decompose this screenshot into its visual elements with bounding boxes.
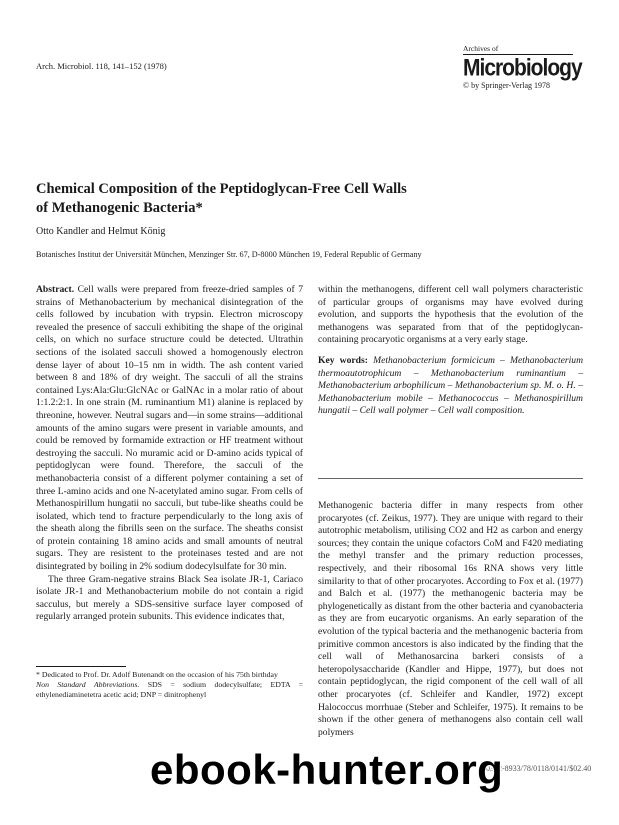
title-line-1: Chemical Composition of the Peptidoglycan-Free Cell Walls [36, 181, 407, 197]
keywords [318, 355, 583, 418]
abstract-text-1: Cell walls were prepared from freeze-dried samples of 7 strains of Methanobacterium by mechanical disintegration of the cells followed by incubation with trypsin. Electron microscopy revealed the presence of sacculi exhibiting the shape of the original cells, on which no surface structure could be detected. Ultrathin sections of the isolated sacculi showed a homogenously electron dense layer of about 10–15 nm in width. The ash content varied between 8 and 18% of dry weight. The sacculi of all the strains contained Lys:Ala:Glu:GlcNAc or GalNAc in a molar ratio of about 1:1.2:2:1. In one strain (M. ruminantium M1) alanine is replaced by threonine, however. Neutral sugars and—in some strains—additional amounts of the amino sugars were present in variable amounts, and could be removed by formamide extraction or HF treatment without destroying the sacculi. No muramic acid or D-amino acids typical of peptidoglycan were found. Therefore, the sacculi of the methanobacteria consist of a different polymer containing a set of three L-amino acids and one N-acetylated amino sugar. From cells of Methanospirillum hungatii no sacculi, but tube-like sheaths could be isolated, which tend to fracture perpendicularly to the long axis of the sheath along the fibrills seen on the surface. The sheaths consist of protein containing 18 amino acids and small amounts of neutral sugars. They are resistent to the proteinases tested and are not disintegrated by boiling in 2% sodium dodecylsulfate for 30 min. [36, 284, 303, 573]
abstract-paragraph-2: The three Gram-negative strains Black Sea isolate JR-1, Cariaco isolate JR-1 and Methanobacterium mobile do not contain a rigid sacculus, but merely a SDS-sensitive surface layer composed of regularly arranged protein subunits. This evidence indicates that, [36, 573, 303, 623]
abstract-column [36, 284, 303, 624]
title-line-2: of Methanogenic Bacteria* [36, 200, 203, 216]
section-divider [318, 478, 583, 479]
article-title [36, 180, 476, 218]
abstract-label: Abstract. [36, 284, 75, 295]
journal-logo-subtitle: Archives of [463, 44, 573, 55]
keywords-label: Key words: [318, 354, 368, 366]
footnote-abbreviations [36, 680, 303, 700]
footnote-divider [36, 666, 126, 667]
keywords-text: Methanobacterium formicicum – Methanobacterium thermoautotrophicum – Methanobacterium ruminantium – Methanobacterium arbophilicum – Methanobacterium sp. M. o. H. – Methanobacterium mobile – Methanococcus – Methanospirillum hungatii – Cell wall polymer – Cell wall composition. [318, 354, 584, 417]
abbreviations-label: Non Standard Abbreviations. [36, 680, 140, 689]
publication-code: 0302-8933/78/0118/0141/$02.40 [486, 764, 592, 773]
abstract-paragraph-1 [36, 284, 303, 574]
watermark: ebook-hunter.org [150, 746, 504, 793]
journal-logo [463, 44, 582, 91]
abstract-paragraph-3: within the methanogens, different cell wall polymers characteristic of particular groups of organisms may have evolved during evolution, and supports the hypothesis that the evolution of the methanogens was separated from that of the peptidoglycan-containing procaryotic organisms at a very early stage. [318, 284, 583, 346]
abbreviations-text: SDS = sodium dodecylsulfate; EDTA = ethylenediaminetetra acetic acid; DNP = dinitrophenyl [36, 680, 303, 699]
introduction-column [318, 500, 583, 739]
introduction-paragraph: Methanogenic bacteria differ in many respects from other procaryotes (cf. Zeikus, 1977). They are unique with regard to their autotrophic metabolism, utilising CO2 and H2 as carbon and energy sources; they contain the unique cofactors CoM and F420 mediating the methyl transfer and the primary reduction processes, respectively, and their ribosomal 16s RNA shows very little similarity to that of other procaryotes. According to Fox et al. (1977) and Balch et al. (1977) the methanogenic bacteria may be phylogenetically as distant from the other bacteria and cyanobacteria as they are from eucaryotic organisms. An early separation of the evolution of the typical bacteria and the methanogenic bacteria from primitive common ancestors is also indicated by the finding that the cell wall of Methanosarcina barkeri consists of a heteropolysaccharide (Kandler and Hippe, 1977), but does not contain peptidoglycan, the rigid component of the cell wall of all other procaryotes (cf. Schleifer and Kandler, 1972) except Halococcus morrhuae (Steber and Schleifer, 1975). It remains to be shown if the other genera of methanogens also contain cell wall polymers [318, 500, 583, 738]
affiliation: Botanisches Institut der Universität München, Menzinger Str. 67, D-8000 München 19, Federal Republic of Germany [36, 250, 422, 259]
journal-logo-name: Microbiology [463, 54, 582, 82]
journal-citation: Arch. Microbiol. 118, 141–152 (1978) [36, 61, 167, 71]
footnotes [36, 670, 303, 700]
copyright-notice: © by Springer-Verlag 1978 [463, 81, 551, 90]
authors: Otto Kandler and Helmut König [36, 226, 166, 237]
abstract-continued-column [318, 284, 583, 418]
footnote-dedication: * Dedicated to Prof. Dr. Adolf Butenandt on the occasion of his 75th birthday [36, 670, 278, 679]
